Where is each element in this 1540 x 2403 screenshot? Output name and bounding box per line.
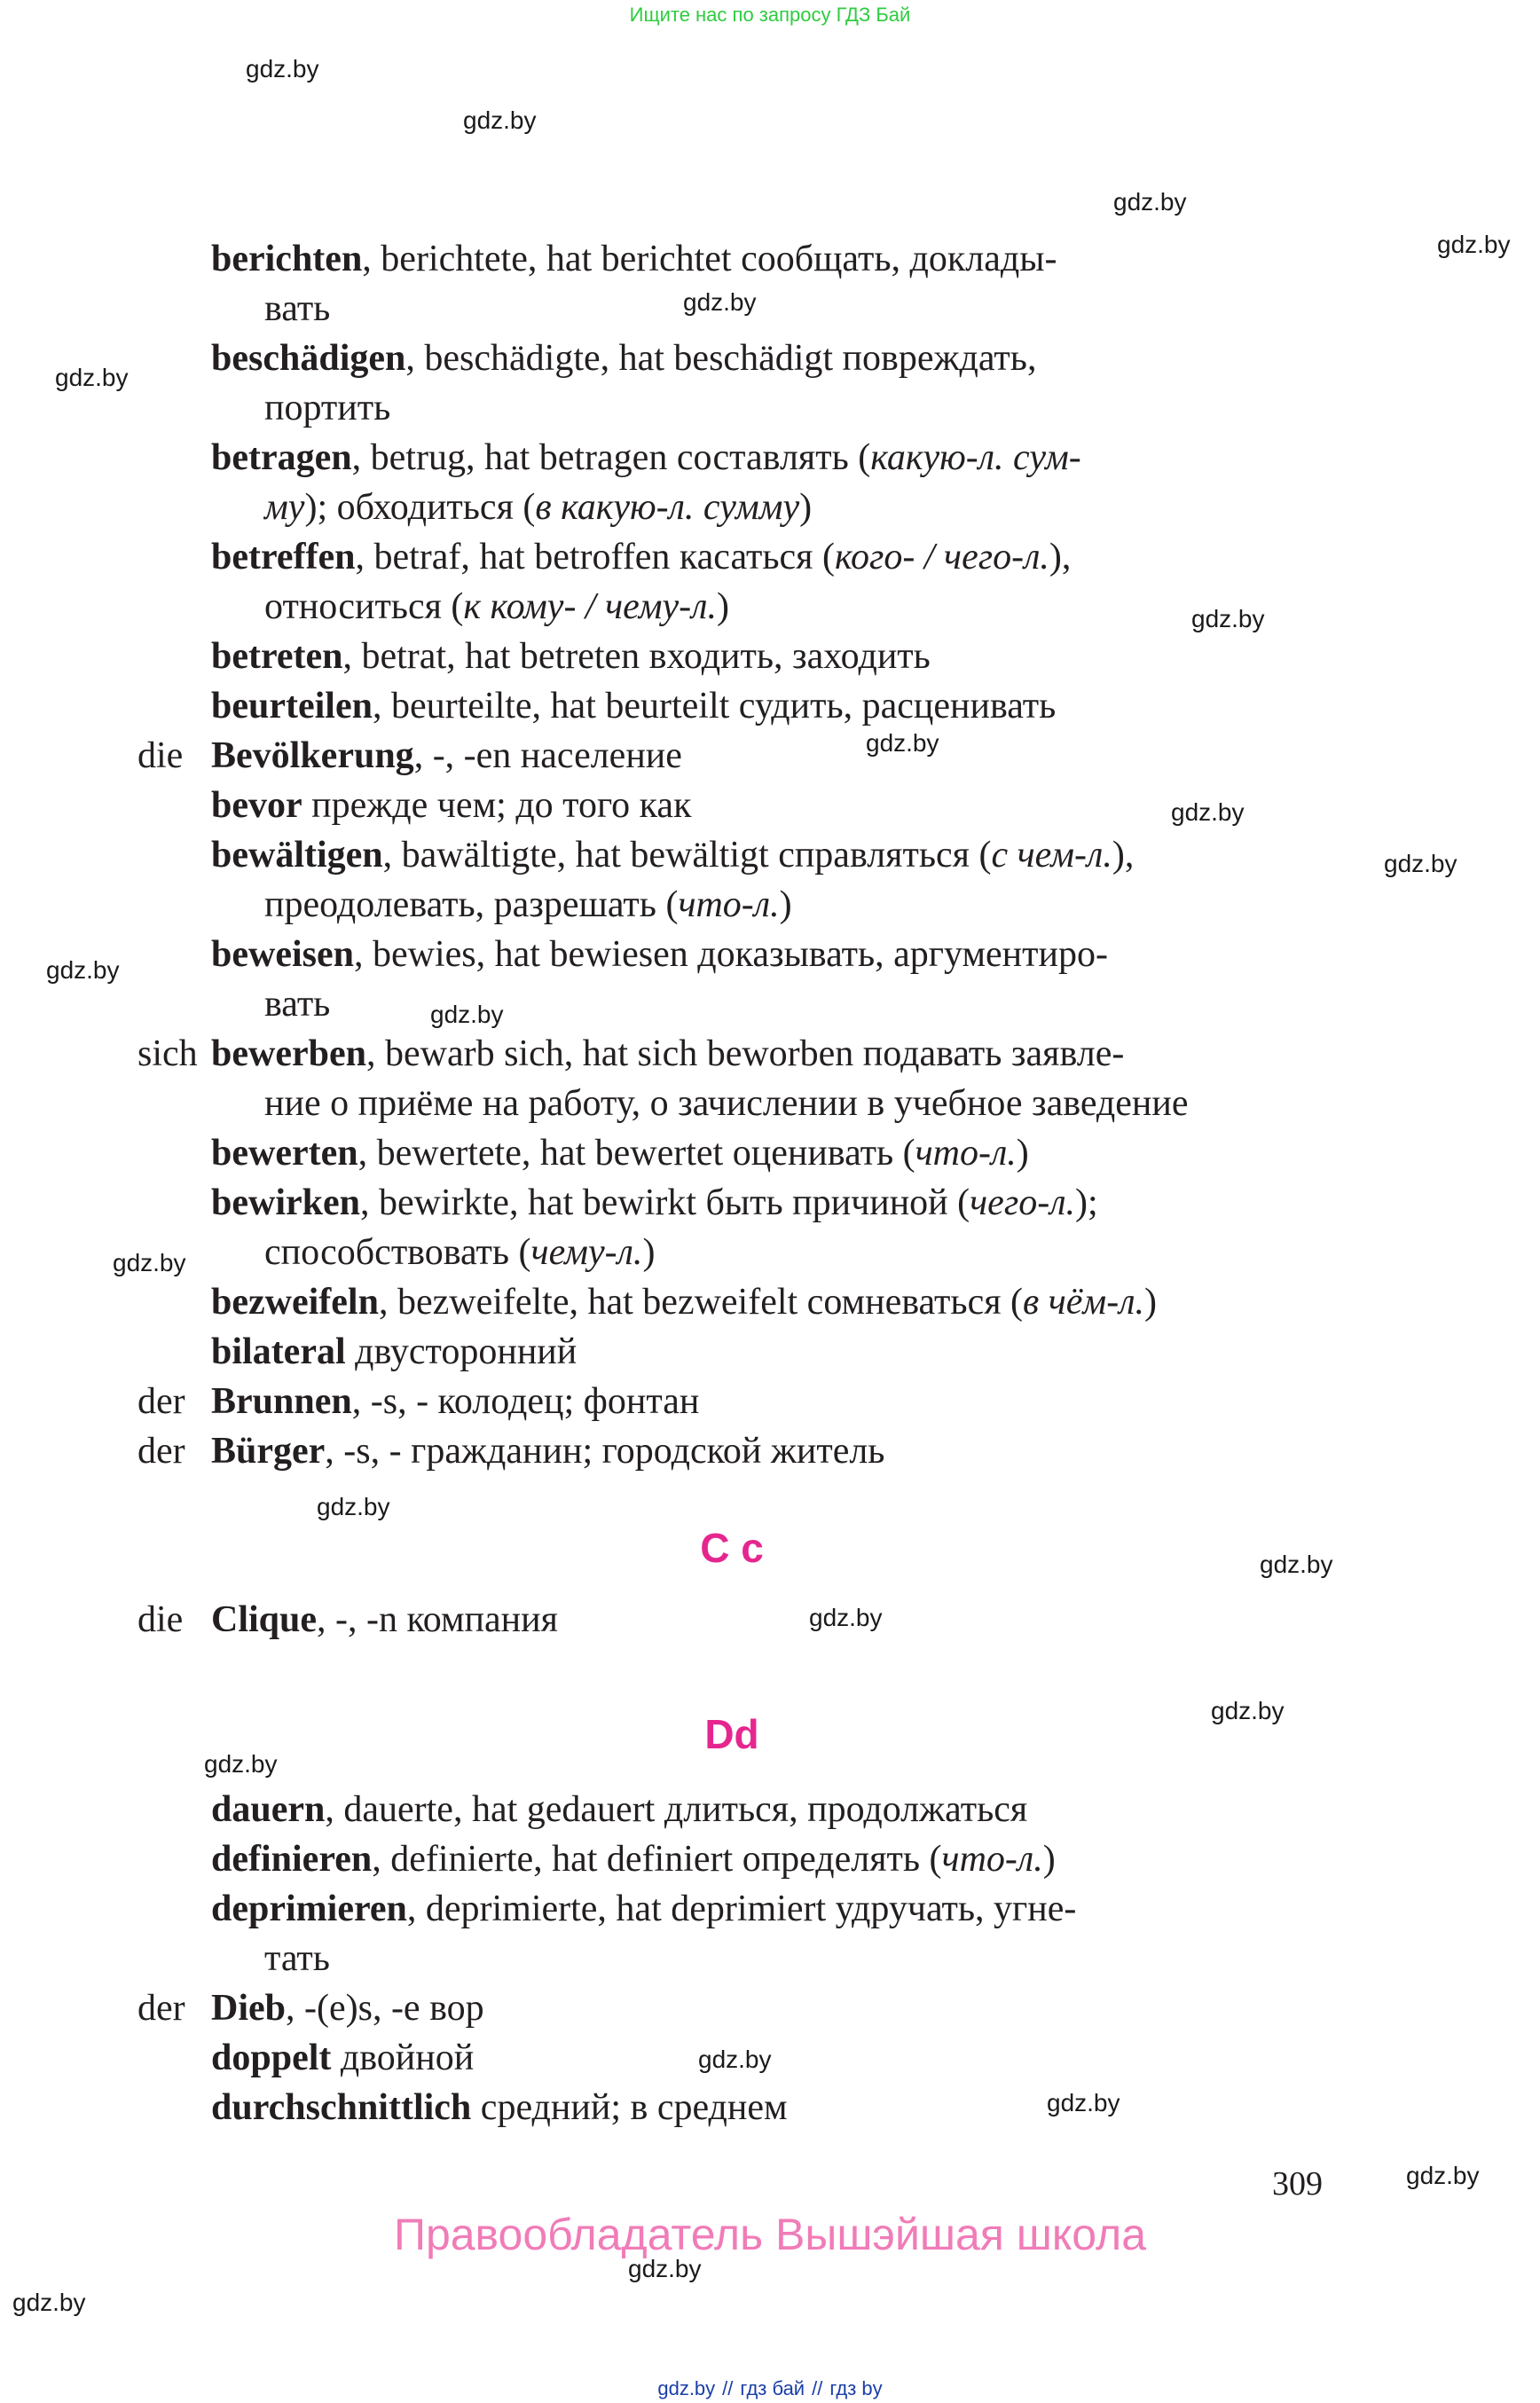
- dictionary-entry: [211, 1884, 1329, 1983]
- watermark-text: gdz.by: [866, 729, 939, 757]
- section-heading-d: Dd: [704, 1711, 759, 1757]
- translation-text: , -(e)s, -e вор: [286, 1988, 484, 2029]
- entry-article: der: [138, 1988, 185, 2029]
- dictionary-entry: [211, 731, 1329, 781]
- grammar-note: чего-л.: [970, 1182, 1076, 1223]
- watermark-text: gdz.by: [1047, 2089, 1120, 2116]
- headword: Bevölkerung: [211, 735, 414, 776]
- top-banner[interactable]: Ищите нас по запросу ГДЗ Бай: [629, 4, 911, 26]
- entry-line: [211, 2083, 1329, 2132]
- translation-text: ); обходиться (: [304, 487, 536, 528]
- page-number: 309: [1272, 2165, 1323, 2203]
- dictionary-entry: [211, 1426, 1329, 1476]
- headword: Brunnen: [211, 1381, 352, 1422]
- translation-text: ): [1144, 1282, 1158, 1323]
- watermark-text: gdz.by: [55, 364, 129, 391]
- translation-text: , -, -en население: [413, 735, 682, 776]
- headword: Bürger: [211, 1431, 326, 1472]
- headword: Dieb: [211, 1988, 286, 2029]
- headword: durchschnittlich: [211, 2087, 472, 2128]
- headword: doppelt: [211, 2038, 332, 2078]
- headword: Clique: [211, 1599, 318, 1640]
- translation-text: прежде чем; до того как: [302, 785, 692, 826]
- entry-line: [211, 1934, 1329, 1983]
- headword: beurteilen: [211, 686, 373, 726]
- entry-line: [211, 1426, 1329, 1476]
- entry-line: [211, 334, 1329, 383]
- entry-article: die: [138, 735, 184, 776]
- entry-line: [211, 1327, 1329, 1377]
- grammar-note: что-л.: [915, 1133, 1017, 1174]
- translation-text: , dauerte, hat gedauert длиться, продолжаться: [325, 1789, 1028, 1830]
- grammar-note: в какую-л. сумму: [535, 487, 800, 528]
- entry-line: [211, 1595, 1329, 1645]
- dictionary-entry: [211, 334, 1329, 433]
- entry-line: [211, 532, 1329, 582]
- watermark-text: gdz.by: [683, 288, 757, 316]
- dictionary-entry: [211, 632, 1329, 681]
- entry-line: [211, 1128, 1329, 1178]
- translation-text: ): [642, 1232, 656, 1273]
- entry-line: [211, 234, 1329, 284]
- headword: bevor: [211, 785, 302, 826]
- entry-article: sich: [138, 1033, 198, 1074]
- translation-text: , bewirkte, hat bewirkt быть причиной (: [360, 1182, 970, 1223]
- translation-text: двойной: [331, 2038, 475, 2078]
- dictionary-entry: [211, 1983, 1329, 2033]
- entry-line: [211, 781, 1329, 830]
- entry-line: [211, 433, 1329, 483]
- entry-line: [211, 1228, 1329, 1277]
- dictionary-entry: [211, 2083, 1329, 2132]
- headword: betragen: [211, 437, 352, 478]
- grammar-note: с чем-л.: [991, 835, 1112, 876]
- entry-article: die: [138, 1599, 184, 1640]
- entry-line: [211, 1079, 1329, 1128]
- bottom-link-gdz-bai[interactable]: гдз бай: [740, 2377, 805, 2399]
- entry-line: [211, 1377, 1329, 1426]
- dictionary-entry: [211, 2033, 1329, 2083]
- translation-text: средний; в среднем: [471, 2087, 788, 2128]
- entry-line: [211, 483, 1329, 532]
- entry-line: [211, 1277, 1329, 1327]
- headword: bewerben: [211, 1033, 366, 1074]
- translation-text: , bezweifelte, hat bezweifelt сомневаться (: [378, 1282, 1024, 1323]
- headword: definieren: [211, 1839, 373, 1880]
- entry-line: [211, 1983, 1329, 2033]
- translation-text: );: [1075, 1182, 1098, 1223]
- headword: bewerten: [211, 1133, 358, 1174]
- dictionary-entry: [211, 781, 1329, 830]
- translation-text: , bewarb sich, hat sich beworben подавать заявле-: [365, 1033, 1125, 1074]
- watermark-text: gdz.by: [1437, 231, 1511, 258]
- grammar-note: кого- / чего-л.: [834, 537, 1049, 577]
- entry-article: der: [138, 1431, 185, 1472]
- translation-text: , beschädigte, hat beschädigt повреждать,: [405, 338, 1037, 379]
- translation-text: , deprimierte, hat deprimiert удручать, угне-: [406, 1889, 1077, 1929]
- entry-line: [211, 930, 1329, 979]
- watermark-text: gdz.by: [317, 1493, 390, 1520]
- dictionary-entry: [211, 234, 1329, 334]
- dictionary-entry: [211, 681, 1329, 731]
- copyright-notice: Правообладатель Вышэйшая школа: [394, 2210, 1146, 2259]
- entry-line: [211, 1884, 1329, 1934]
- entry-line: [211, 681, 1329, 731]
- translation-text: , -s, - колодец; фонтан: [351, 1381, 700, 1422]
- entry-line: [211, 979, 1329, 1029]
- dictionary-entry: [211, 532, 1329, 632]
- entry-line: [211, 830, 1329, 880]
- entry-line: [211, 1029, 1329, 1079]
- watermark-text: gdz.by: [1171, 798, 1245, 826]
- translation-text: , beurteilte, hat beurteilt судить, расценивать: [372, 686, 1057, 726]
- watermark-text: gdz.by: [1260, 1551, 1333, 1578]
- entry-line: [211, 2033, 1329, 2083]
- translation-text: ): [1042, 1839, 1056, 1880]
- translation-text: двусторонний: [345, 1331, 578, 1372]
- translation-text: , betraf, hat betroffen касаться (: [355, 537, 835, 577]
- entry-line: [211, 383, 1329, 433]
- translation-text: ),: [1112, 835, 1135, 876]
- entry-line: [211, 731, 1329, 781]
- entry-article: der: [138, 1381, 185, 1422]
- link-separator: //: [812, 2377, 823, 2399]
- link-separator: //: [722, 2377, 734, 2399]
- entry-line: [211, 880, 1329, 930]
- dictionary-entry: [211, 1128, 1329, 1178]
- translation-text: , berichtete, hat berichtet сообщать, доклады-: [362, 239, 1057, 279]
- bottom-link-gdz-by[interactable]: gdz.by: [657, 2377, 716, 2399]
- translation-text: , -, -n компания: [317, 1599, 558, 1640]
- section-heading-c: C c: [700, 1525, 764, 1571]
- headword: bilateral: [211, 1331, 346, 1372]
- entry-line: [211, 632, 1329, 681]
- watermark-text: gdz.by: [204, 1750, 278, 1778]
- watermark-text: gdz.by: [246, 55, 319, 82]
- translation-text: , bawältigte, hat bewältigt справляться (: [382, 835, 992, 876]
- entry-line: [211, 1785, 1329, 1834]
- headword: deprimieren: [211, 1889, 407, 1929]
- translation-text: вать: [264, 984, 331, 1025]
- translation-text: ): [1016, 1133, 1029, 1174]
- dictionary-entry: [211, 1834, 1329, 1884]
- dictionary-entry: [211, 830, 1329, 930]
- watermark-text: gdz.by: [1384, 850, 1458, 877]
- watermark-text: gdz.by: [1211, 1697, 1285, 1724]
- watermark-text: gdz.by: [113, 1249, 186, 1276]
- watermark-text: gdz.by: [46, 956, 120, 984]
- headword: betreffen: [211, 537, 356, 577]
- watermark-text: gdz.by: [809, 1604, 883, 1631]
- grammar-note: в чём-л.: [1023, 1282, 1145, 1323]
- translation-text: , betrat, hat betreten входить, заходить: [342, 636, 931, 677]
- watermark-text: gdz.by: [698, 2046, 772, 2073]
- dictionary-entry: [211, 1377, 1329, 1426]
- translation-text: , betrug, hat betragen составлять (: [351, 437, 871, 478]
- dictionary-entry: [211, 1785, 1329, 1834]
- translation-text: , -s, - гражданин; городской житель: [325, 1431, 885, 1472]
- translation-text: вать: [264, 288, 331, 329]
- translation-text: портить: [264, 388, 391, 428]
- grammar-note: что-л.: [678, 884, 780, 925]
- headword: beschädigen: [211, 338, 406, 379]
- dictionary-entry: [211, 1029, 1329, 1128]
- headword: bezweifeln: [211, 1282, 379, 1323]
- watermark-text: gdz.by: [628, 2255, 702, 2282]
- grammar-note: что-л.: [941, 1839, 1043, 1880]
- watermark-text: gdz.by: [1406, 2162, 1480, 2189]
- watermark-text: gdz.by: [430, 1001, 504, 1028]
- watermark-text: gdz.by: [12, 2289, 86, 2316]
- dictionary-entry: [211, 1178, 1329, 1277]
- grammar-note: к кому- / чему-л.: [463, 586, 717, 627]
- translation-text: ): [779, 884, 792, 925]
- translation-text: ): [716, 586, 729, 627]
- bottom-link-gdz-by-cyr[interactable]: гдз by: [829, 2377, 883, 2399]
- bottom-links: [0, 2377, 1540, 2400]
- entry-line: [211, 1178, 1329, 1228]
- translation-text: , definierte, hat definiert определять (: [372, 1839, 942, 1880]
- translation-text: относиться (: [264, 586, 464, 627]
- entry-line: [211, 582, 1329, 632]
- dictionary-entry: [211, 1595, 1329, 1645]
- dictionary-entry: [211, 1327, 1329, 1377]
- entry-line: [211, 284, 1329, 334]
- translation-text: способствовать (: [264, 1232, 531, 1273]
- headword: bewirken: [211, 1182, 360, 1223]
- entry-line: [211, 1834, 1329, 1884]
- dictionary-entry: [211, 930, 1329, 1029]
- grammar-note: му: [264, 487, 305, 528]
- translation-text: ние о приёме на работу, о зачислении в учебное заведение: [264, 1083, 1189, 1124]
- watermark-text: gdz.by: [463, 106, 537, 134]
- watermark-text: gdz.by: [1191, 605, 1265, 632]
- translation-text: ): [799, 487, 813, 528]
- headword: bewältigen: [211, 835, 383, 876]
- headword: beweisen: [211, 934, 354, 975]
- headword: dauern: [211, 1789, 326, 1830]
- grammar-note: какую-л. сум-: [870, 437, 1081, 478]
- watermark-text: gdz.by: [1113, 188, 1187, 216]
- headword: berichten: [211, 239, 363, 279]
- grammar-note: чему-л.: [530, 1232, 643, 1273]
- translation-text: ),: [1049, 537, 1072, 577]
- translation-text: , bewies, hat bewiesen доказывать, аргументиро-: [354, 934, 1108, 975]
- dictionary-entry: [211, 1277, 1329, 1327]
- translation-text: , bewertete, hat bewertet оценивать (: [358, 1133, 915, 1174]
- translation-text: преодолевать, разрешать (: [264, 884, 679, 925]
- headword: betreten: [211, 636, 343, 677]
- translation-text: тать: [264, 1938, 330, 1979]
- dictionary-entry: [211, 433, 1329, 532]
